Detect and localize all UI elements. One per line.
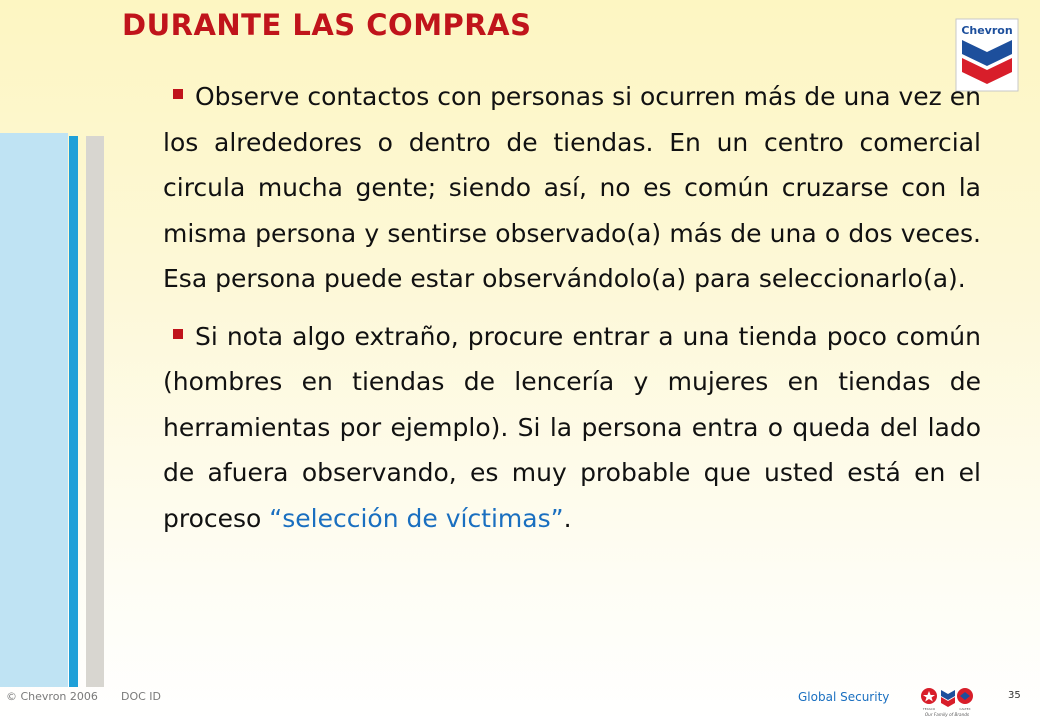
brands-tagline: Our Family of Brands — [924, 712, 970, 717]
bullet-square-icon — [173, 329, 183, 339]
bullet-square-icon — [173, 89, 183, 99]
left-decor-panel — [0, 133, 68, 687]
slide-title: DURANTE LAS COMPRAS — [122, 8, 532, 42]
bullet-2-text: Si nota algo extraño, procure entrar a una tienda poco común (hombres en tiendas de lencería y mujeres en tiendas de herramientas por ejemplo). Si la persona entra o queda del lado de afuera observando, es muy probable que usted está en el proceso — [163, 321, 981, 533]
highlight-victim-selection: “selección de víctimas” — [269, 503, 564, 533]
bullet-2-end: . — [563, 503, 572, 533]
footer-section-label: Global Security — [798, 690, 890, 704]
footer-copyright: © Chevron 2006 — [6, 690, 98, 703]
left-gray-accent-bar — [86, 136, 104, 687]
bullet-paragraph-1 — [163, 74, 981, 302]
brand-name-texaco: TEXACO — [922, 707, 936, 711]
bullet-1-text: Observe contactos con personas si ocurren más de una vez en los alrededores o dentro de tiendas. En un centro comercial circula mucha gente; siendo así, no es común cruzarse con la misma persona y sentirse observado(a) más de una o dos veces. Esa persona puede estar observándolo(a) para seleccionarlo(a). — [163, 82, 981, 293]
footer-doc-id: DOC ID — [121, 690, 162, 703]
page-number: 35 — [1008, 690, 1021, 701]
left-blue-accent-bar — [69, 136, 78, 687]
bullet-paragraph-2 — [163, 314, 981, 542]
slide-body — [163, 74, 981, 553]
brand-name-caltex: CALTEX — [959, 707, 971, 711]
family-of-brands-logo — [918, 686, 974, 718]
logo-wordmark: Chevron — [961, 24, 1013, 37]
